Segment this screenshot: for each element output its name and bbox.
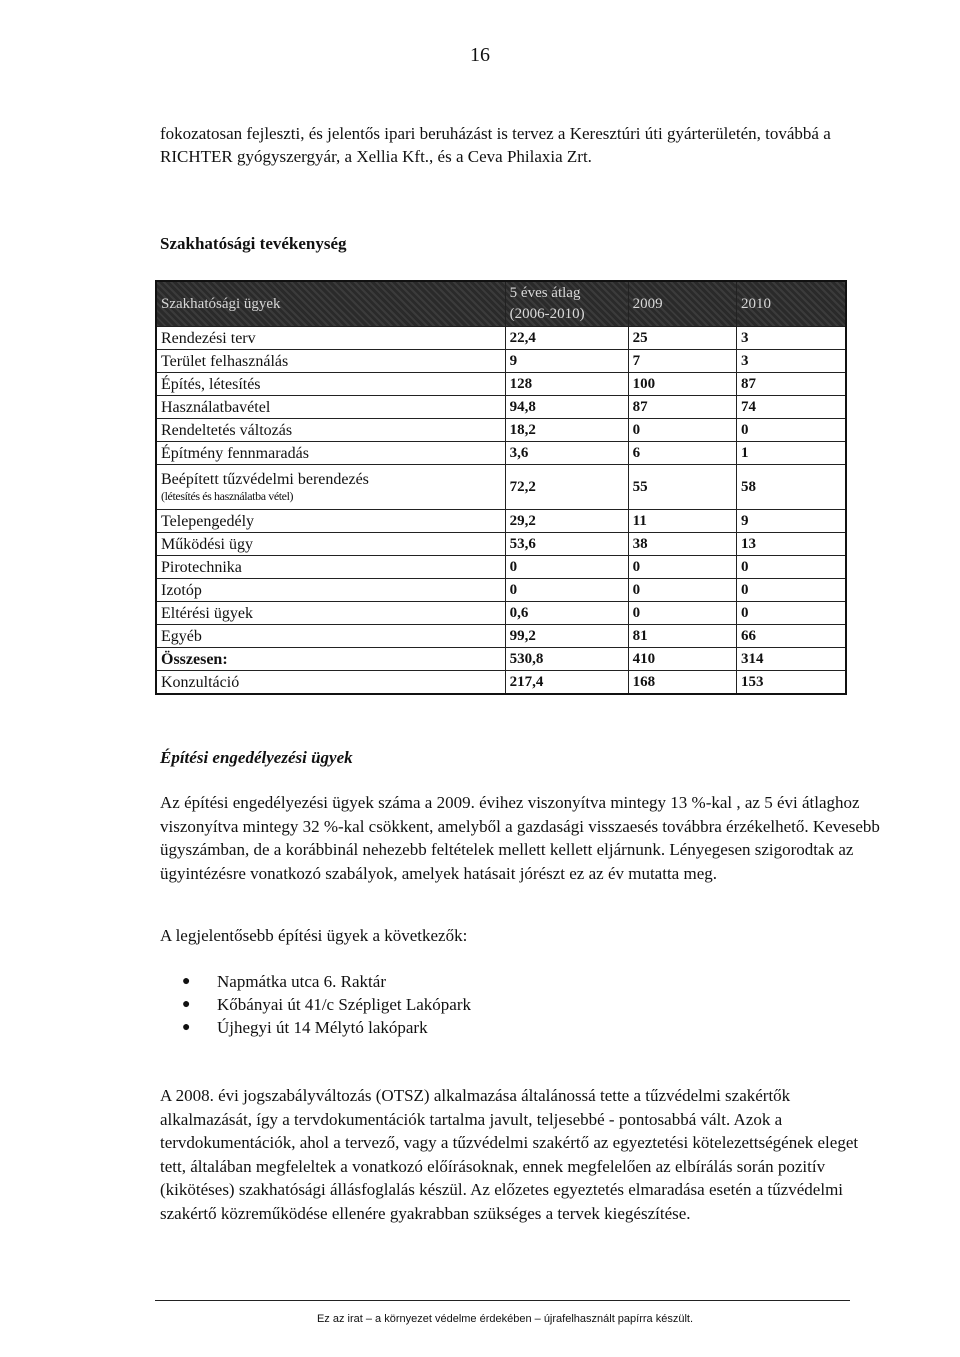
row-label-cell [156,465,505,510]
value-cell: 99,2 [505,625,628,648]
bullet-icon: ● [182,1020,191,1035]
value-cell: 29,2 [505,510,628,533]
fire-safety-paragraph: A 2008. évi jogszabályváltozás (OTSZ) alkalmazása általánossá tette a tűzvédelmi szakértők alkalmazását, így a tervdokumentációk tartalma javult, teljesebbé - pontosabbá vált. Azok a tervdokumentációk, ahol a tervező, vagy a tűzvédelmi szakértő az egyeztetési kötelezettségének eleget tett, általában megfeleltek a vonatkozó előírásoknak, ennek megfelelően az elbírálás során pozitív (kikötéses) szakhatósági állásfoglalás készül. Az előzetes egyeztetés elmaradása esetén a tűzvédelmi szakértő közreműködése ellenére gyakrabban szükséges a tervek kiegészítése. [160,1086,859,1223]
value-cell: 66 [737,625,846,648]
value-cell: 6 [628,442,736,465]
value-cell: 1 [737,442,846,465]
value-cell: 0 [505,556,628,579]
row-label-cell: Rendeltetés változás [156,419,505,442]
row-label-cell: Használatbavétel [156,396,505,419]
value-cell: 0 [737,556,846,579]
table-row [156,465,846,510]
value-cell: 58 [737,465,846,510]
value-cell: 153 [737,671,846,695]
authority-cases-table [155,280,847,695]
value-cell: 410 [628,648,736,671]
footer-note: Ez az irat – a környezet védelme érdekében – újrafelhasznált papírra készült. [316,1313,694,1325]
row-label-cell: Építmény fennmaradás [156,442,505,465]
value-cell: 0 [737,419,846,442]
value-cell: 530,8 [505,648,628,671]
row-label-cell: Összesen: [156,648,505,671]
projects-list [160,970,471,1039]
table-row [156,350,846,373]
row-label-cell: Eltérési ügyek [156,602,505,625]
value-cell: 22,4 [505,327,628,350]
value-cell: 94,8 [505,396,628,419]
header-cell: 2010 [737,281,846,327]
value-cell: 0 [737,579,846,602]
value-cell: 87 [737,373,846,396]
value-cell: 0,6 [505,602,628,625]
row-label-cell: Működési ügy [156,533,505,556]
row-label-cell: Konzultáció [156,671,505,695]
value-cell: 0 [628,419,736,442]
value-cell: 0 [505,579,628,602]
row-label: Beépített tűzvédelmi berendezés [161,471,369,488]
table-row [156,327,846,350]
value-cell: 3 [737,350,846,373]
header-cell: 2009 [628,281,736,327]
table-row [156,442,846,465]
table-row [156,602,846,625]
intro-paragraph: fokozatosan fejleszti, és jelentős ipari beruházást is tervez a Keresztúri úti gyárterületén, továbbá a RICHTER gyógyszergyár, a Xellia Kft., és a Ceva Philaxia Zrt. [160,124,831,166]
bullet-icon: ● [182,974,191,989]
table-row [156,373,846,396]
value-cell: 0 [628,602,736,625]
project-name: Kőbányai út 41/c Szépliget Lakópark [217,995,471,1014]
value-cell: 55 [628,465,736,510]
value-cell: 7 [628,350,736,373]
value-cell: 53,6 [505,533,628,556]
value-cell: 217,4 [505,671,628,695]
row-label-cell: Telepengedély [156,510,505,533]
value-cell: 3 [737,327,846,350]
table-row [156,671,846,695]
value-cell: 3,6 [505,442,628,465]
bullet-icon: ● [182,997,191,1012]
value-cell: 9 [737,510,846,533]
value-cell: 18,2 [505,419,628,442]
list-item [160,993,471,1016]
value-cell: 314 [737,648,846,671]
value-cell: 13 [737,533,846,556]
project-name: Napmátka utca 6. Raktár [217,972,386,991]
table-row [156,533,846,556]
value-cell: 100 [628,373,736,396]
table-row [156,396,846,419]
row-label-cell: Építés, létesítés [156,373,505,396]
table-row [156,625,846,648]
page-number: 16 [470,44,490,66]
value-cell: 128 [505,373,628,396]
project-name: Újhegyi út 14 Mélytó lakópark [217,1018,428,1037]
row-label-cell: Egyéb [156,625,505,648]
value-cell: 72,2 [505,465,628,510]
value-cell: 81 [628,625,736,648]
list-item [160,970,471,993]
value-cell: 0 [628,556,736,579]
value-cell: 168 [628,671,736,695]
table-header-row [156,281,846,327]
value-cell: 25 [628,327,736,350]
value-cell: 87 [628,396,736,419]
building-permits-paragraph: Az építési engedélyezési ügyek száma a 2009. évihez viszonyítva mintegy 13 %-kal , az 5 évi átlaghoz viszonyítva mintegy 32 %-kal csökkent, amelyből a gazdasági visszaesés továbbra érzékelhető. Kevesebb ügyszámban, de a korábbinál nehezebb feltételek mellett kellett eljárnunk. Lényegesen szigorodtak az ügyintézésre vonatkozó szabályok, amelyek hatásait jórészt ez az év mutatta meg. [160,793,880,883]
table-row [156,648,846,671]
header-cell: 5 éves átlag (2006-2010) [505,281,628,327]
table-row [156,556,846,579]
table-row [156,510,846,533]
value-cell: 74 [737,396,846,419]
value-cell: 0 [628,579,736,602]
row-label-cell: Terület felhasználás [156,350,505,373]
footer-divider [155,1300,850,1301]
value-cell: 11 [628,510,736,533]
list-item [160,1016,471,1039]
subheading-building-permits: Építési engedélyezési ügyek [160,748,353,767]
header-cell: Szakhatósági ügyek [156,281,505,327]
projects-list-intro: A legjelentősebb építési ügyek a következők: [160,926,468,945]
section-title: Szakhatósági tevékenység [160,234,347,253]
value-cell: 38 [628,533,736,556]
row-label-cell: Izotóp [156,579,505,602]
row-label-cell: Rendezési terv [156,327,505,350]
row-sublabel: (létesítés és használatba vétel) [161,489,294,503]
table-row [156,579,846,602]
row-label-cell: Pirotechnika [156,556,505,579]
value-cell: 0 [737,602,846,625]
table-row [156,419,846,442]
value-cell: 9 [505,350,628,373]
